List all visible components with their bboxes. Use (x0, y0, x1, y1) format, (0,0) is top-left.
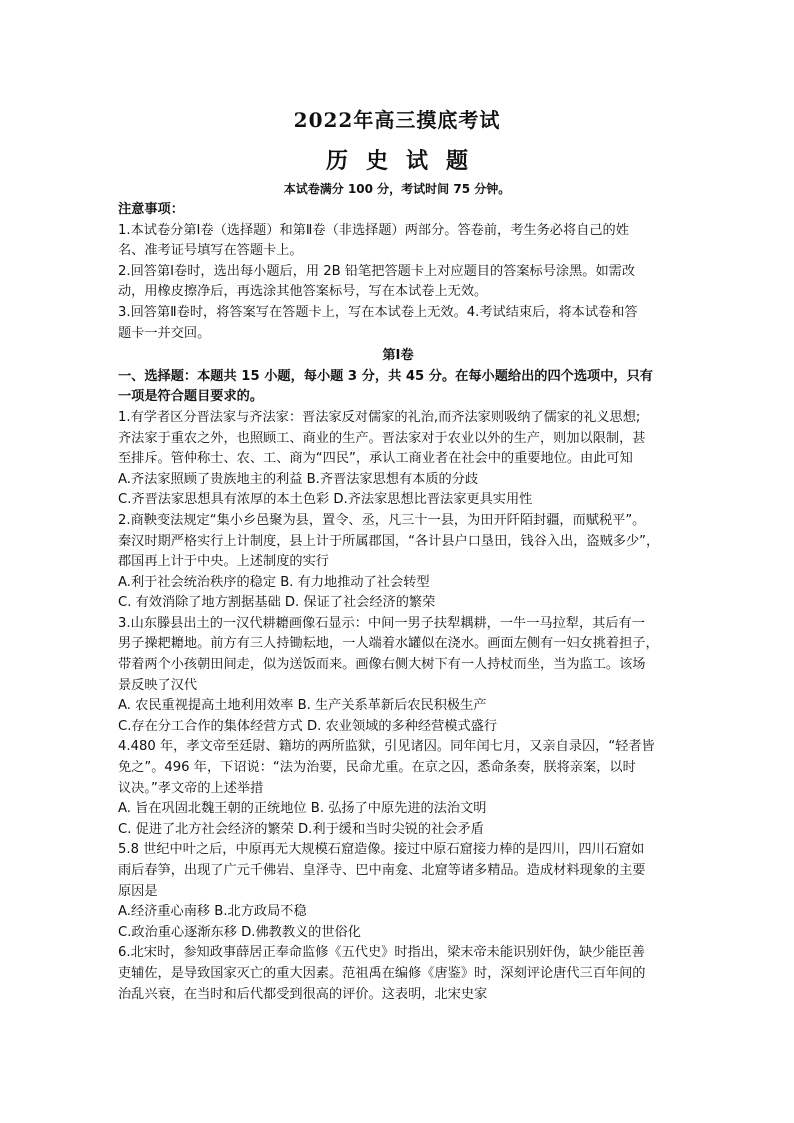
question-line: C. 有效消除了地方割据基础 D. 保证了社会经济的繁荣 (118, 595, 436, 611)
question-line: 4.480 年，孝文帝至廷尉、籍坊的两所监狱，引见诸囚。同年闰七月，又亲自录囚，“轻者皆 (118, 739, 655, 755)
notice-line: 动，用橡皮擦净后，再选涂其他答案标号，写在本试卷上无效。 (118, 284, 488, 300)
question-6 (118, 943, 678, 1005)
notice-block (118, 221, 678, 345)
notice-line: 题卡一并交回。 (118, 325, 211, 341)
question-line: 5.8 世纪中叶之后，中原再无大规模石窟造像。接过中原石窟接力棒的是四川，四川石窟如 (118, 842, 645, 858)
section-line: 一、选择题：本题共 15 小题，每小题 3 分，共 45 分。在每小题给出的四个选项中，只有 (118, 368, 653, 384)
question-line: 治乱兴衰，在当时和后代都受到很高的评价。这表明，北宋史家 (118, 986, 488, 1002)
section-line: 一项是符合题目要求的。 (118, 389, 264, 405)
question-line: 6.北宋时，参知政事薛居正奉命监修《五代史》时指出，梁末帝未能识别奸伪，缺少能臣善 (118, 945, 645, 961)
question-line: A.利于社会统治秩序的稳定 B. 有力地推动了社会转型 (118, 574, 430, 590)
subject-title: 历史试题 (325, 148, 486, 174)
question-line: 秦汉时期严格实行上计制度，县上计于所属郡国，“各计县户口垦田，钱谷入出，盗贼多少”， (118, 533, 660, 549)
question-line: A.齐法家照顾了贵族地主的利益 B.齐晋法家思想有本质的分歧 (118, 471, 479, 487)
question-line: 议决。”孝文帝的上述举措 (118, 780, 264, 796)
question-line: 免之”。496 年，下诏说：“法为治要，民命尤重。在京之囚，悉命条奏，朕将亲案，以时 (118, 760, 636, 776)
question-line: 至排斥。管仲称士、农、工、商为“四民”，承认工商业者在社会中的重要地位。由此可知 (118, 451, 633, 467)
notice-heading: 注意事项： (118, 202, 184, 217)
question-line: 齐法家于重农之外，也照顾工、商业的生产。晋法家对于农业以外的生产，则加以限制，甚 (118, 430, 646, 446)
question-line: 吏辅佐，是导致国家灭亡的重大因素。范祖禹在编修《唐鉴》时，深刻评论唐代三百年间的 (118, 965, 646, 981)
score-line: 本试卷满分 100 分，考试时间 75 分钟。 (283, 182, 511, 196)
notice-line: 1.本试卷分第Ⅰ卷（选择题）和第Ⅱ卷（非选择题）两部分。答卷前，考生务必将自己的姓 (118, 222, 629, 238)
question-line: 1.有学者区分晋法家与齐法家：晋法家反对儒家的礼治,而齐法家则吸纳了儒家的礼义思想; (118, 409, 641, 425)
question-list (118, 408, 678, 1005)
question-line: C.齐晋法家思想具有浓厚的本土色彩 D.齐法家思想比晋法家更具实用性 (118, 492, 533, 508)
question-line: 郡国再上计于中央。上述制度的实行 (118, 554, 329, 570)
question-line: 雨后春笋，出现了广元千佛岩、皇泽寺、巴中南龛、北窟等诸多精品。造成材料现象的主要 (118, 863, 646, 878)
notice-line: 3.回答第Ⅱ卷时，将答案写在答题卡上，写在本试卷上无效。4.考试结束后，将本试卷和答 (118, 304, 638, 320)
question-line: A. 农民重视提高土地利用效率 B. 生产关系革新后农民积极生产 (118, 698, 487, 714)
notice-line: 2.回答第Ⅰ卷时，选出每小题后，用 2B 铅笔把答题卡上对应题目的答案标号涂黑。如需改 (118, 263, 636, 279)
question-line: 男子操耙耱地。前方有三人持锄耘地，一人端着水罐似在浇水。画面左侧有一妇女挑着担子， (118, 636, 659, 652)
question-line: 原因是 (118, 883, 158, 899)
question-line: C.政治重心逐渐东移 D.佛教教义的世俗化 (118, 924, 361, 940)
question-line: C. 促进了北方社会经济的繁荣 D.利于缓和当时尖锐的社会矛盾 (118, 821, 484, 837)
part-title: 第Ⅰ卷 (382, 348, 414, 364)
question-line: A. 旨在巩固北魏王朝的正统地位 B. 弘扬了中原先进的法治文明 (118, 801, 487, 817)
question-1 (118, 408, 678, 511)
question-5 (118, 840, 678, 943)
question-line: 景反映了汉代 (118, 677, 198, 693)
section-instructions (118, 367, 678, 408)
question-line: A.经济重心南移 B.北方政局不稳 (118, 904, 307, 920)
question-line: C.存在分工合作的集体经营方式 D. 农业领域的多种经营模式盛行 (118, 718, 498, 734)
question-line: 带着两个小孩朝田间走，似为送饭而来。画像右侧大树下有一人持杖而坐，当为监工。该场 (118, 657, 646, 673)
exam-content (118, 200, 678, 1005)
question-3 (118, 614, 678, 738)
exam-title: 2022年高三摸底考试 (293, 108, 501, 132)
question-2 (118, 511, 678, 614)
question-4 (118, 737, 678, 840)
question-line: 3.山东滕县出土的一汉代耕耱画像石显示：中间一男子扶犁耦耕，一牛一马拉犁，其后有一 (118, 615, 645, 631)
notice-line: 名、准考证号填写在答题卡上。 (118, 243, 303, 259)
question-line: 2.商鞅变法规定“集小乡邑聚为县，置令、丞，凡三十一县，为田开阡陌封疆，而赋税平”。 (118, 512, 646, 528)
